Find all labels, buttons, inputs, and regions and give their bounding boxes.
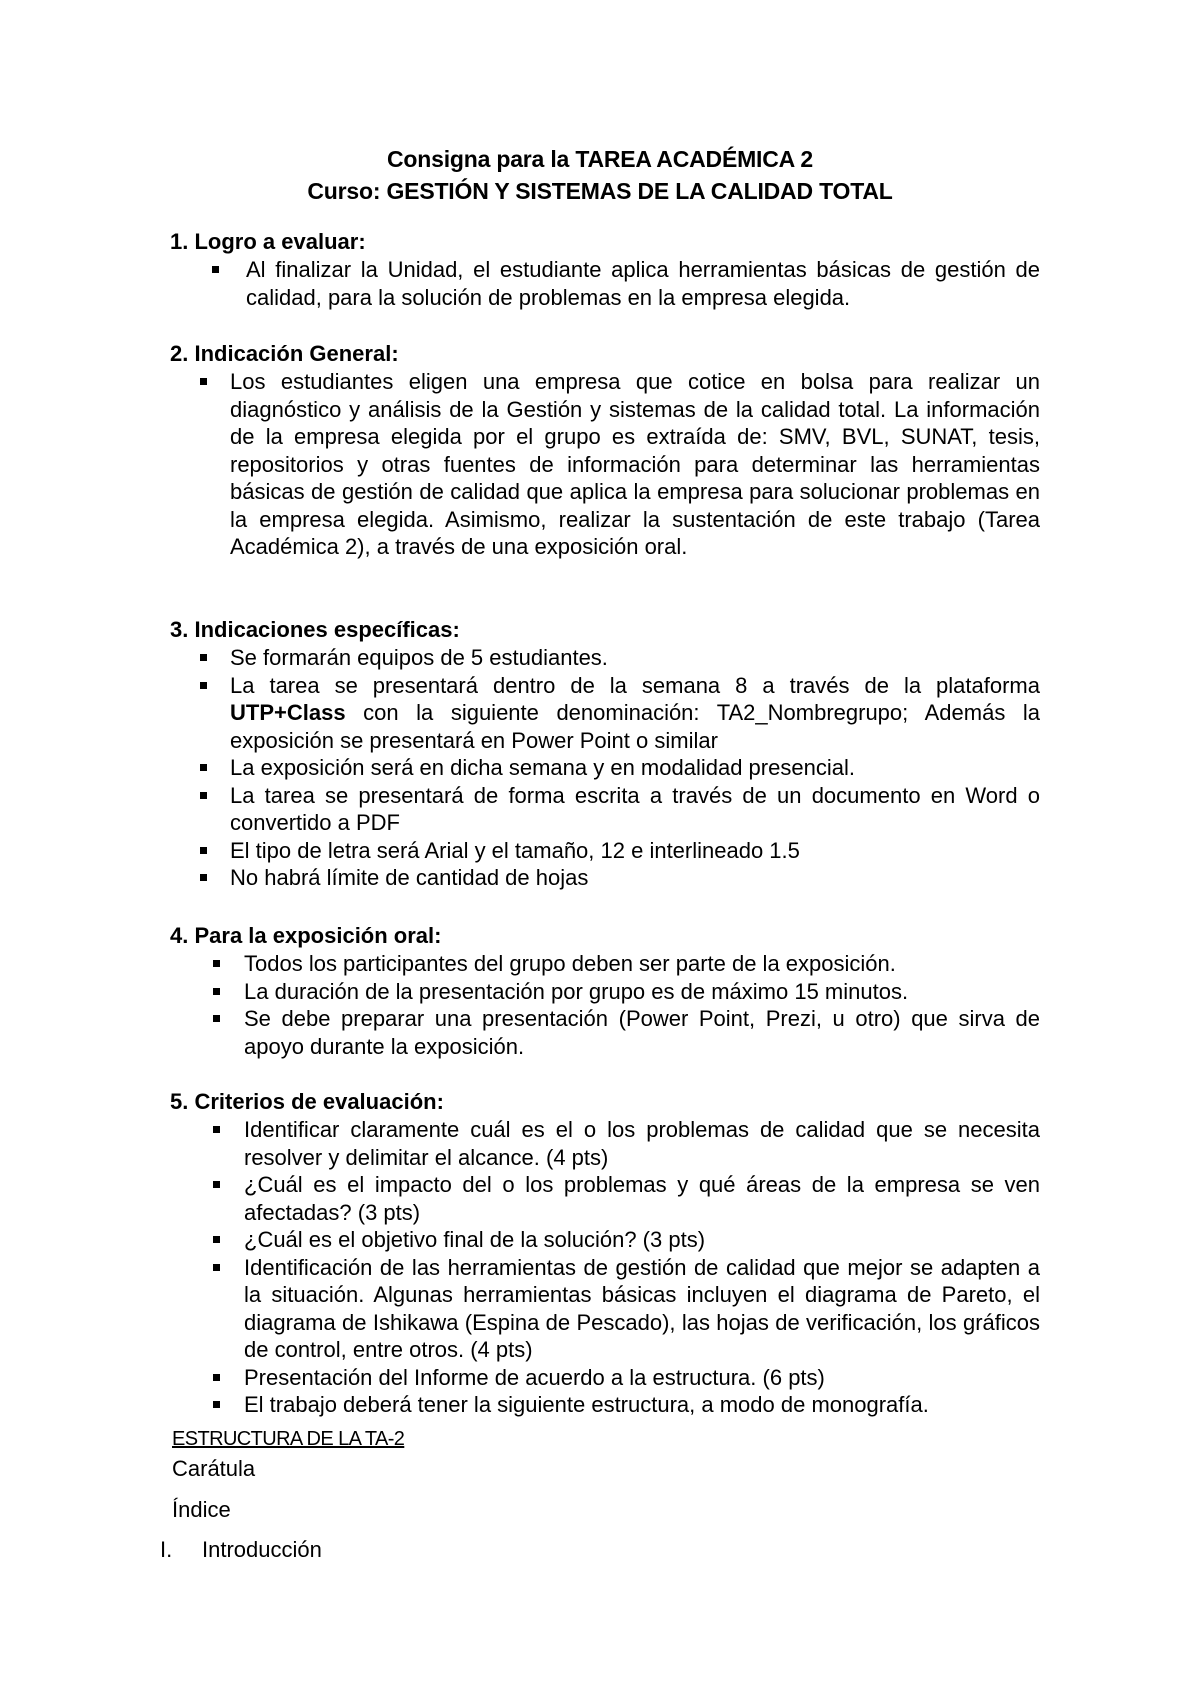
- section-number: 4.: [170, 923, 189, 948]
- square-bullet-icon: [213, 1126, 220, 1133]
- section-heading: [170, 1088, 1040, 1116]
- list-item: La tarea se presentará dentro de la semana 8 a través de la plataforma UTP+Class con la siguiente denominación: TA2_Nombregrupo; Además la exposición se presentará en Power Point o similar: [170, 672, 1040, 755]
- list-item: Se formarán equipos de 5 estudiantes.: [170, 644, 1040, 672]
- list-item: No habrá límite de cantidad de hojas: [170, 864, 1040, 892]
- structure-item-introduccion: Introducción: [202, 1537, 322, 1562]
- square-bullet-icon: [200, 378, 207, 385]
- course-title: Curso: GESTIÓN Y SISTEMAS DE LA CALIDAD TOTAL: [307, 178, 893, 204]
- section-heading-text: Para la exposición oral:: [194, 923, 442, 948]
- structure-item-caratula: Carátula: [172, 1456, 256, 1481]
- section-logro: [170, 228, 1040, 311]
- list-item: Al finalizar la Unidad, el estudiante aplica herramientas básicas de gestión de calidad, para la solución de problemas en la empresa elegida.: [170, 256, 1040, 311]
- bullet-list: [170, 256, 1040, 311]
- section-number: 2.: [170, 341, 189, 366]
- square-bullet-icon: [200, 792, 207, 799]
- section-heading-text: Indicación General:: [194, 341, 399, 366]
- platform-name: UTP+Class: [230, 700, 346, 725]
- document-title: Consigna para la TAREA ACADÉMICA 2: [387, 146, 813, 172]
- square-bullet-icon: [213, 1374, 220, 1381]
- list-item: El tipo de letra será Arial y el tamaño, 12 e interlineado 1.5: [170, 837, 1040, 865]
- section-heading: [170, 228, 1040, 256]
- square-bullet-icon: [200, 654, 207, 661]
- section-heading-text: Indicaciones específicas:: [194, 617, 460, 642]
- square-bullet-icon: [200, 874, 207, 881]
- square-bullet-icon: [212, 266, 219, 273]
- square-bullet-icon: [213, 1236, 220, 1243]
- square-bullet-icon: [213, 1401, 220, 1408]
- list-item: ¿Cuál es el objetivo final de la solución? (3 pts): [170, 1226, 1040, 1254]
- section-indicaciones-especificas: [170, 616, 1040, 892]
- list-item: La tarea se presentará de forma escrita a través de un documento en Word o convertido a PDF: [170, 782, 1040, 837]
- list-item: Todos los participantes del grupo deben ser parte de la exposición.: [170, 950, 1040, 978]
- section-indicacion-general: [170, 340, 1040, 561]
- structure-item-indice: Índice: [172, 1497, 231, 1522]
- section-heading-text: Criterios de evaluación:: [194, 1089, 444, 1114]
- square-bullet-icon: [213, 960, 220, 967]
- square-bullet-icon: [213, 1015, 220, 1022]
- section-criterios: [170, 1088, 1040, 1419]
- section-heading-text: Logro a evaluar:: [194, 229, 366, 254]
- list-item: ¿Cuál es el impacto del o los problemas y qué áreas de la empresa se ven afectadas? (3 pts): [170, 1171, 1040, 1226]
- square-bullet-icon: [213, 1264, 220, 1271]
- square-bullet-icon: [213, 1181, 220, 1188]
- bullet-list: [170, 368, 1040, 561]
- section-heading: [170, 922, 1040, 950]
- list-item: Identificación de las herramientas de gestión de calidad que mejor se adapten a la situación. Algunas herramientas básicas incluyen el diagrama de Pareto, el diagrama de Ishikawa (Espina de Pescado), las hojas de verificación, los gráficos de control, entre otros. (4 pts): [170, 1254, 1040, 1364]
- section-exposicion-oral: [170, 922, 1040, 1060]
- square-bullet-icon: [200, 682, 207, 689]
- list-item: La exposición será en dicha semana y en modalidad presencial.: [170, 754, 1040, 782]
- list-item: El trabajo deberá tener la siguiente estructura, a modo de monografía.: [170, 1391, 1040, 1419]
- list-item: Los estudiantes eligen una empresa que cotice en bolsa para realizar un diagnóstico y análisis de la Gestión y sistemas de la calidad total. La información de la empresa elegida por el grupo es extraída de: SMV, BVL, SUNAT, tesis, repositorios y otras fuentes de información para determinar las herramientas básicas de gestión de calidad que aplica la empresa para solucionar problemas en la empresa elegida. Asimismo, realizar la sustentación de este trabajo (Tarea Académica 2), a través de una exposición oral.: [170, 368, 1040, 561]
- section-number: 3.: [170, 617, 189, 642]
- bullet-list: [170, 1116, 1040, 1419]
- structure-title: ESTRUCTURA DE LA TA-2: [172, 1428, 405, 1450]
- square-bullet-icon: [200, 847, 207, 854]
- list-item: Presentación del Informe de acuerdo a la estructura. (6 pts): [170, 1364, 1040, 1392]
- section-heading: [170, 340, 1040, 368]
- bullet-list: [170, 950, 1040, 1060]
- square-bullet-icon: [200, 764, 207, 771]
- square-bullet-icon: [213, 988, 220, 995]
- section-number: 5.: [170, 1089, 189, 1114]
- bullet-list: [170, 644, 1040, 892]
- list-item: La duración de la presentación por grupo es de máximo 15 minutos.: [170, 978, 1040, 1006]
- structure-item-number: I.: [160, 1537, 173, 1562]
- list-item: Se debe preparar una presentación (Power Point, Prezi, u otro) que sirva de apoyo durante la exposición.: [170, 1005, 1040, 1060]
- section-heading: [170, 616, 1040, 644]
- section-number: 1.: [170, 229, 189, 254]
- list-item: Identificar claramente cuál es el o los problemas de calidad que se necesita resolver y delimitar el alcance. (4 pts): [170, 1116, 1040, 1171]
